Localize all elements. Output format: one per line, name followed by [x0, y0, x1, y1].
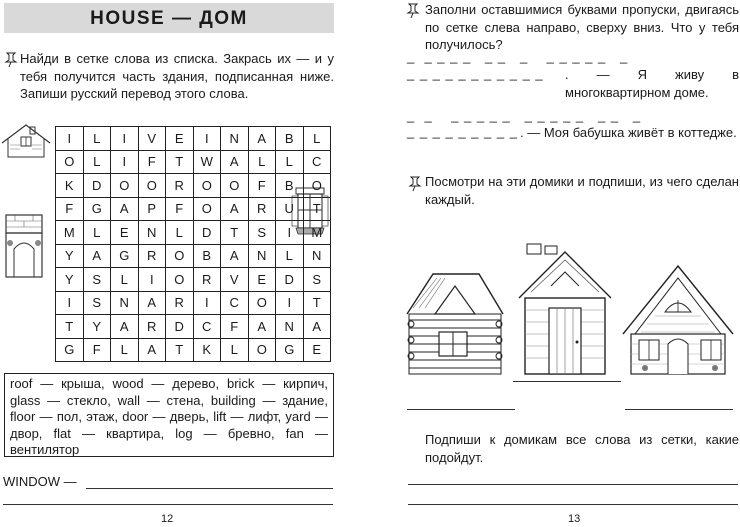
- grid-cell[interactable]: R: [138, 315, 166, 339]
- fill-instruction: Заполни оставшимися буквами пропуски, двигаясь по сетке слева направо, сверху вниз. Что у тебя получилось?: [425, 2, 739, 52]
- grid-cell[interactable]: E: [111, 221, 139, 245]
- grid-cell[interactable]: I: [111, 150, 139, 174]
- letter-blanks[interactable]: _ _ _ _ _ _ _ _ _ _ _ _ _ _ _: [407, 108, 642, 123]
- grid-instruction: Найди в сетке слова из списка. Закрась их — и у тебя получится часть здания, подписанная ниже. Запиши русский перевод этого слова.: [20, 51, 334, 101]
- grid-cell[interactable]: R: [248, 197, 276, 221]
- grid-row: [56, 268, 331, 292]
- grid-cell[interactable]: L: [83, 150, 111, 174]
- grid-cell[interactable]: A: [138, 291, 166, 315]
- grid-row: [56, 315, 331, 339]
- grid-cell[interactable]: O: [248, 291, 276, 315]
- right-page: [395, 0, 740, 527]
- house-small-icon: [0, 123, 52, 159]
- grid-cell[interactable]: T: [303, 291, 331, 315]
- pin-icon: [4, 52, 18, 68]
- letter-blanks[interactable]: _ _ _ _ _ _ _ _ _: [407, 124, 518, 139]
- houses-instruction: Посмотри на эти домики и подпиши, из чего сделан каждый.: [425, 174, 739, 207]
- grid-row: [56, 291, 331, 315]
- grid-cell[interactable]: L: [248, 150, 276, 174]
- page-number: 12: [161, 513, 174, 525]
- page-title: HOUSE — ДОМ: [90, 8, 248, 29]
- grid-cell[interactable]: L: [111, 338, 139, 362]
- grid-cell[interactable]: G: [56, 338, 84, 362]
- grid-cell[interactable]: C: [193, 315, 221, 339]
- grid-cell[interactable]: I: [56, 127, 84, 151]
- grid-cell[interactable]: V: [138, 127, 166, 151]
- grid-cell[interactable]: R: [193, 268, 221, 292]
- grid-cell[interactable]: A: [83, 244, 111, 268]
- grid-cell[interactable]: F: [166, 197, 194, 221]
- wooden-house-icon: [517, 242, 613, 376]
- grid-cell[interactable]: L: [83, 127, 111, 151]
- grid-cell[interactable]: O: [193, 197, 221, 221]
- grid-cell[interactable]: I: [111, 127, 139, 151]
- answer-line[interactable]: [408, 484, 738, 485]
- title-bar: [4, 3, 334, 33]
- grid-cell[interactable]: N: [248, 244, 276, 268]
- grid-cell[interactable]: D: [276, 268, 304, 292]
- grid-cell[interactable]: C: [221, 291, 249, 315]
- grid-cell[interactable]: G: [276, 338, 304, 362]
- gate-tower-icon: [2, 213, 46, 279]
- grid-cell[interactable]: I: [138, 268, 166, 292]
- grid-row: [56, 221, 331, 245]
- word-search-grid: [55, 126, 331, 362]
- grid-cell[interactable]: O: [221, 174, 249, 198]
- grid-cell[interactable]: G: [111, 244, 139, 268]
- grid-cell[interactable]: A: [221, 244, 249, 268]
- answer-line[interactable]: [513, 381, 621, 382]
- grid-cell[interactable]: Y: [83, 315, 111, 339]
- grid-cell[interactable]: A: [111, 197, 139, 221]
- grid-cell[interactable]: N: [276, 315, 304, 339]
- answer-line[interactable]: [86, 488, 333, 489]
- log-house-icon: [405, 268, 505, 376]
- label-instruction: Подпиши к домикам все слова из сетки, какие подойдут.: [425, 432, 739, 465]
- left-page: [0, 0, 345, 527]
- grid-cell[interactable]: T: [166, 338, 194, 362]
- grid-row: [56, 174, 331, 198]
- grid-cell[interactable]: L: [221, 338, 249, 362]
- grid-cell[interactable]: A: [111, 315, 139, 339]
- grid-row: [56, 338, 331, 362]
- sentence-translation: . — Моя бабушка живёт в коттедже.: [520, 125, 737, 140]
- grid-cell[interactable]: S: [248, 221, 276, 245]
- grid-row: [56, 244, 331, 268]
- grid-cell[interactable]: F: [56, 197, 84, 221]
- grid-cell[interactable]: I: [276, 221, 304, 245]
- grid-row: [56, 150, 331, 174]
- grid-cell[interactable]: W: [193, 150, 221, 174]
- answer-line[interactable]: [625, 409, 733, 410]
- grid-cell[interactable]: L: [166, 221, 194, 245]
- grid-cell[interactable]: F: [221, 315, 249, 339]
- grid-cell[interactable]: O: [193, 174, 221, 198]
- grid-cell[interactable]: L: [276, 150, 304, 174]
- grid-cell[interactable]: I: [193, 291, 221, 315]
- grid-cell[interactable]: L: [276, 244, 304, 268]
- grid-cell[interactable]: A: [221, 150, 249, 174]
- grid-cell[interactable]: N: [138, 221, 166, 245]
- grid-cell[interactable]: S: [83, 291, 111, 315]
- grid-row: [56, 127, 331, 151]
- vocabulary-box: roof — крыша, wood — дерево, brick — кирпич, glass — стекло, wall — стена, building — здание, floor — пол, этаж, door — дверь, lift — лифт, yard — двор, flat — квартира, log — бревно, fan — вентилятор: [4, 373, 334, 457]
- grid-cell[interactable]: O: [166, 244, 194, 268]
- grid-cell[interactable]: V: [221, 268, 249, 292]
- window-label: WINDOW —: [3, 474, 77, 489]
- grid-cell[interactable]: Y: [56, 268, 84, 292]
- grid-cell[interactable]: U: [276, 197, 304, 221]
- grid-cell[interactable]: L: [303, 127, 331, 151]
- grid-cell[interactable]: O: [138, 174, 166, 198]
- grid-cell[interactable]: K: [56, 174, 84, 198]
- page-number: 13: [568, 513, 581, 525]
- pin-icon: [406, 3, 420, 19]
- grid-cell[interactable]: A: [138, 338, 166, 362]
- grid-cell[interactable]: A: [248, 127, 276, 151]
- grid-cell[interactable]: R: [166, 291, 194, 315]
- grid-cell[interactable]: Y: [56, 244, 84, 268]
- grid-cell[interactable]: A: [303, 315, 331, 339]
- grid-cell[interactable]: M: [303, 221, 331, 245]
- grid-cell[interactable]: A: [221, 197, 249, 221]
- grid-cell[interactable]: F: [83, 338, 111, 362]
- grid-cell[interactable]: K: [193, 338, 221, 362]
- grid-cell[interactable]: T: [303, 197, 331, 221]
- grid-cell[interactable]: R: [138, 244, 166, 268]
- grid-cell[interactable]: D: [193, 221, 221, 245]
- grid-cell[interactable]: B: [276, 127, 304, 151]
- grid-cell[interactable]: R: [166, 174, 194, 198]
- grid-cell[interactable]: E: [166, 127, 194, 151]
- grid-cell[interactable]: T: [166, 150, 194, 174]
- grid-cell[interactable]: B: [193, 244, 221, 268]
- grid-cell[interactable]: A: [248, 315, 276, 339]
- grid-cell[interactable]: C: [303, 150, 331, 174]
- grid-cell[interactable]: I: [56, 291, 84, 315]
- letter-blanks[interactable]: _ _ _ _ _ _ _ _ _ _ _: [407, 66, 544, 81]
- grid-cell[interactable]: N: [303, 244, 331, 268]
- grid-cell[interactable]: O: [111, 174, 139, 198]
- pin-icon: [408, 176, 422, 192]
- grid-cell[interactable]: F: [248, 174, 276, 198]
- answer-line[interactable]: [408, 504, 738, 505]
- answer-line[interactable]: [3, 504, 333, 505]
- grid-cell[interactable]: G: [83, 197, 111, 221]
- grid-cell[interactable]: I: [193, 127, 221, 151]
- grid-cell[interactable]: O: [303, 174, 331, 198]
- grid-cell[interactable]: N: [111, 291, 139, 315]
- grid-cell[interactable]: O: [166, 268, 194, 292]
- grid-cell[interactable]: D: [166, 315, 194, 339]
- grid-cell[interactable]: D: [83, 174, 111, 198]
- grid-cell[interactable]: M: [56, 221, 84, 245]
- grid-cell[interactable]: T: [221, 221, 249, 245]
- grid-cell[interactable]: B: [276, 174, 304, 198]
- grid-cell[interactable]: O: [248, 338, 276, 362]
- grid-cell[interactable]: T: [56, 315, 84, 339]
- grid-cell[interactable]: S: [83, 268, 111, 292]
- brick-house-icon: [621, 264, 735, 376]
- grid-cell[interactable]: S: [303, 268, 331, 292]
- grid-cell[interactable]: L: [111, 268, 139, 292]
- grid-row: [56, 197, 331, 221]
- grid-cell[interactable]: L: [83, 221, 111, 245]
- grid-cell[interactable]: P: [138, 197, 166, 221]
- grid-cell[interactable]: N: [221, 127, 249, 151]
- grid-cell[interactable]: E: [303, 338, 331, 362]
- grid-cell[interactable]: F: [138, 150, 166, 174]
- grid-cell[interactable]: O: [56, 150, 84, 174]
- answer-line[interactable]: [407, 409, 515, 410]
- letter-blanks[interactable]: _ _ _ _ _ _ _ _ _ _ _ _ _ _: [407, 49, 629, 64]
- grid-cell[interactable]: I: [276, 291, 304, 315]
- grid-cell[interactable]: E: [248, 268, 276, 292]
- sentence-translation: . — Я живу в многоквартирном доме.: [565, 67, 739, 100]
